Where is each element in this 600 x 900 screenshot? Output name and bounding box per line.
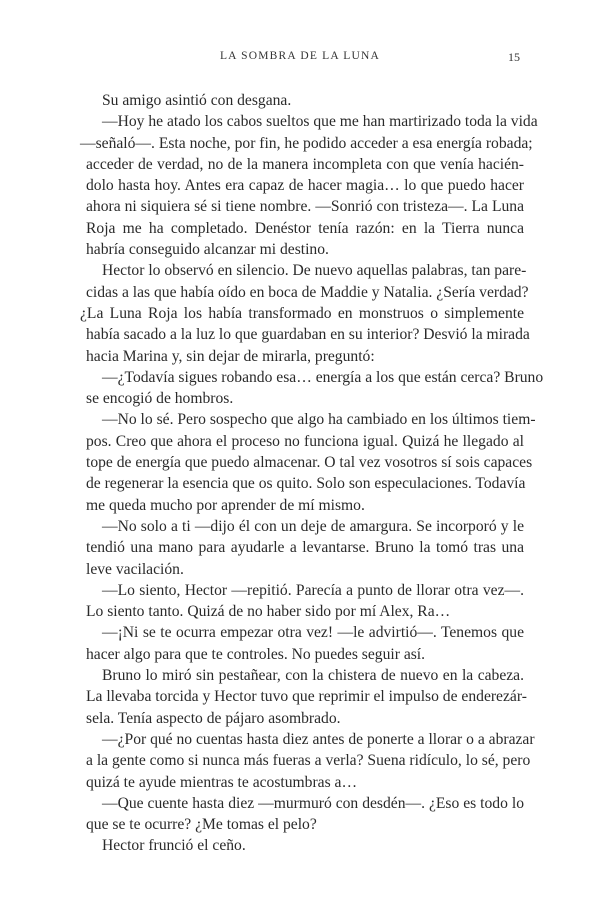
text-line: —Que cuente hasta diez —murmuró con desdén—. ¿Eso es todo lo — [102, 794, 524, 812]
text-line: Bruno lo miró sin pestañear, con la chistera de nuevo en la cabeza. — [102, 667, 524, 685]
text-line: —¿Por qué no cuentas hasta diez antes de ponerte a llorar o a abrazar — [102, 730, 535, 748]
text-line: que se te ocurre? ¿Me tomas el pelo? — [86, 816, 317, 834]
text-line: —No lo sé. Pero sospecho que algo ha cambiado en los últimos tiem- — [102, 411, 536, 429]
paragraph — [86, 580, 524, 623]
text-line: hacia Marina y, sin dejar de mirarla, preguntó: — [86, 347, 375, 365]
paragraph — [86, 835, 524, 856]
page-number: 15 — [508, 50, 520, 64]
text-line: a la gente como si nunca más fueras a verla? Suena ridículo, lo sé, pero — [86, 752, 531, 770]
paragraph — [86, 793, 524, 836]
text-line: se encogió de hombros. — [86, 390, 234, 408]
paragraph — [86, 367, 544, 410]
text-line: sela. Tenía aspecto de pájaro asombrado. — [86, 709, 341, 727]
text-line: Hector frunció el ceño. — [102, 837, 246, 855]
text-line: Roja me ha completado. Denéstor tenía razón: en la Tierra nunca — [86, 219, 524, 237]
text-line: habría conseguido alcanzar mi destino. — [86, 241, 329, 259]
paragraph — [80, 111, 538, 260]
paragraph — [86, 409, 536, 515]
text-line: tendió una mano para ayudarle a levantarse. Bruno la tomó tras una — [86, 539, 524, 557]
text-line: Lo siento tanto. Quizá de no haber sido por mí Alex, Ra… — [86, 603, 451, 621]
paragraph — [86, 516, 524, 580]
text-line: pos. Creo que ahora el proceso no funciona igual. Quizá he llegado al — [86, 432, 524, 450]
book-title: LA SOMBRA DE LA LUNA — [219, 50, 381, 62]
body-text — [80, 90, 544, 857]
text-line: quizá te ayude mientras te acostumbras a… — [86, 773, 358, 791]
text-line: cidas a las que había oído en boca de Maddie y Natalia. ¿Sería verdad? — [86, 283, 529, 301]
text-line: —¿Todavía sigues robando esa… energía a los que están cerca? Bruno — [102, 368, 544, 386]
paragraph — [86, 622, 524, 665]
text-line: había sacado a la luz lo que guardaban en su interior? Desvió la mirada — [86, 326, 530, 344]
text-line: ahora ni siquiera sé si tiene nombre. —Sonrió con tristeza—. La Luna — [86, 198, 524, 216]
text-line: —Lo siento, Hector —repitió. Parecía a punto de llorar otra vez—. — [102, 581, 524, 599]
text-line: —¡Ni se te ocurra empezar otra vez! —le advirtió—. Tenemos que — [102, 624, 524, 642]
text-line: de regenerar la esencia que os quito. Solo son especulaciones. Todavía — [86, 475, 526, 493]
paragraph — [86, 90, 524, 111]
paragraph — [80, 260, 530, 366]
paragraph — [86, 665, 527, 729]
text-line: leve vacilación. — [86, 560, 184, 578]
text-line: ¿La Luna Roja los había transformado en monstruos o simplemente — [80, 304, 524, 322]
text-line: —Hoy he atado los cabos sueltos que me han martirizado toda la vida — [102, 113, 538, 131]
text-line: Su amigo asintió con desgana. — [102, 92, 292, 109]
text-line: dolo hasta hoy. Antes era capaz de hacer magia… lo que puedo hacer — [86, 177, 524, 195]
text-line: —No solo a ti —dijo él con un deje de amargura. Se incorporó y le — [102, 517, 524, 535]
text-line: hacer algo para que te controles. No puedes seguir así. — [86, 645, 426, 663]
text-line: tope de energía que puedo almacenar. O tal vez vosotros sí sois capaces — [86, 454, 533, 472]
text-line: —señaló—. Esta noche, por fin, he podido acceder a esa energía robada; — [80, 134, 533, 152]
paragraph — [86, 729, 535, 793]
text-line: Hector lo observó en silencio. De nuevo aquellas palabras, tan pare- — [102, 262, 527, 280]
text-line: acceder de verdad, no de la manera incompleta con que venía hacién- — [86, 155, 524, 173]
text-line: me queda mucho por aprender de mí mismo. — [86, 496, 365, 514]
text-line: La llevaba torcida y Hector tuvo que reprimir el impulso de enderezár- — [86, 688, 527, 706]
